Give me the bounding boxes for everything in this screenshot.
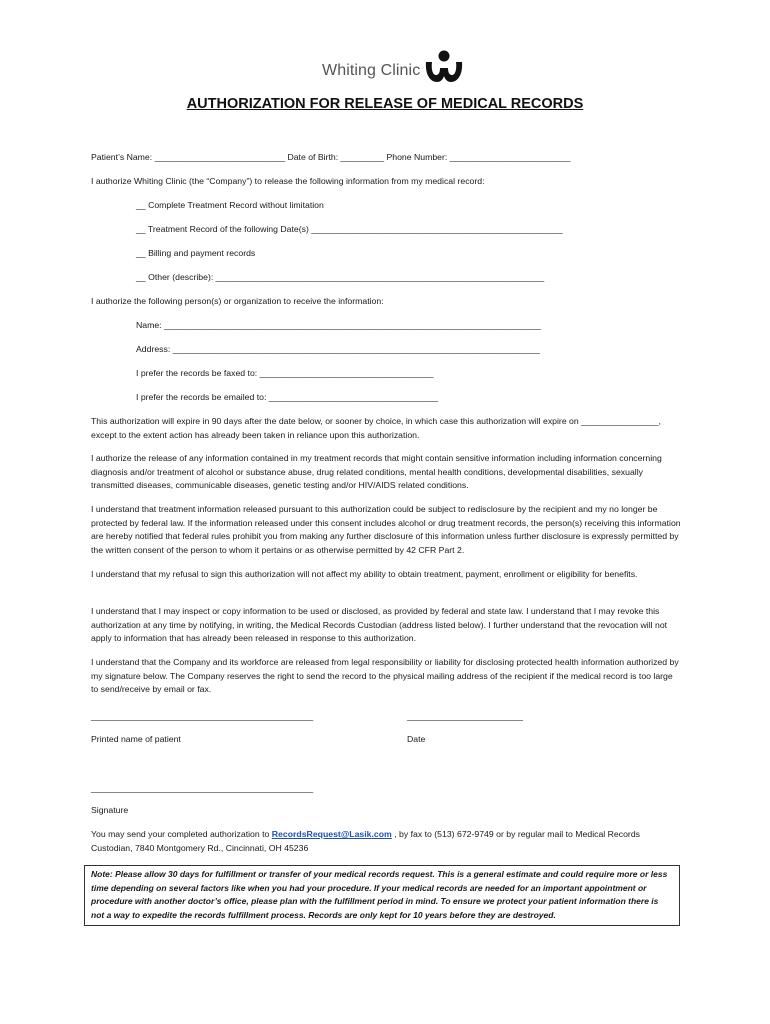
option-complete-record[interactable]: __ Complete Treatment Record without limitation <box>136 200 324 210</box>
printed-name-label: Printed name of patient <box>91 734 181 744</box>
fulfillment-note-box: Note: Please allow 30 days for fulfillment or transfer of your medical records request. This is a general estimate and could require more or less time depending on several factors like when you had your procedure. If your medical records are needed for an important appointment or procedure with another doctor’s office, please plan with the fulfillment period in mind. To ensure we protect your patient information there is not a way to expedite the records fulfillment process. Records are only kept for 10 years before they are destroyed. <box>84 865 680 926</box>
clinic-name: Whiting Clinic <box>322 62 421 79</box>
recipient-name-field[interactable]: Name: ______________________________________________________________________________ <box>136 320 541 330</box>
patient-info-line[interactable]: Patient’s Name: ___________________________ Date of Birth: _________ Phone Number: _________________________ <box>91 152 571 162</box>
contact-text-before: You may send your completed authorization to <box>91 829 272 839</box>
signature-label: Signature <box>91 805 129 815</box>
date-line[interactable]: ________________________ <box>407 711 523 721</box>
option-treatment-dates[interactable]: __ Treatment Record of the following Date(s) ____________________________________________________ <box>136 224 563 234</box>
records-email-link[interactable]: RecordsRequest@Lasik.com <box>271 829 392 839</box>
option-billing-records[interactable]: __ Billing and payment records <box>136 248 256 258</box>
recipient-address-field[interactable]: Address: ____________________________________________________________________________ <box>136 344 540 354</box>
date-label: Date <box>407 734 426 744</box>
expiry-paragraph: This authorization will expire in 90 days after the date below, or sooner by choice, in which case this authorization will expire on ________________, except to the extent action has already been taken in reliance upon this authorization. <box>91 416 661 440</box>
sensitive-info-paragraph: I authorize the release of any information contained in my treatment records that might contain sensitive information including information concerning diagnosis and/or treatment of alcohol or substance abuse, drug related conditions, mental health conditions, developmental disabilities, sexually transmitted diseases, communicable diseases, genetic testing and/or HIV/AIDS related conditions. <box>91 453 662 490</box>
liability-release-paragraph: I understand that the Company and its workforce are released from legal responsibility or liability for disclosing protected health information authorized by my signature below. The Company reserves the right to send the record to the physical mailing address of the recipient if the medical record is too large to send/receive by email or fax. <box>91 657 679 694</box>
contact-line-1 <box>91 828 640 842</box>
whiting-w-icon <box>423 50 465 84</box>
page-title: AUTHORIZATION FOR RELEASE OF MEDICAL RECORDS <box>186 96 584 112</box>
clinic-logo <box>322 48 465 84</box>
authorize-intro: I authorize Whiting Clinic (the “Company”) to release the following information from my medical record: <box>91 176 485 186</box>
redisclosure-paragraph: I understand that treatment information released pursuant to this authorization could be subject to redisclosure by the recipient and my no longer be protected by federal law. If the information released under this consent includes alcohol or drug treatment records, the person(s) receiving this information are hereby notified that federal rules prohibit you from making any further disclosure of this information unless further disclosure is expressly permitted by the written consent of the person to whom it pertains or as otherwise permitted by 42 CFR Part 2. <box>91 504 681 555</box>
option-other[interactable]: __ Other (describe): ____________________________________________________________________ <box>136 272 545 282</box>
signature-line[interactable]: ______________________________________________ <box>91 783 314 793</box>
contact-line-2: Custodian, 7840 Montgomery Rd., Cincinnati, OH 45236 <box>91 843 309 853</box>
printed-name-line[interactable]: ______________________________________________ <box>91 711 314 721</box>
inspect-revoke-paragraph: I understand that I may inspect or copy information to be used or disclosed, as provided by federal and state law. I understand that I may revoke this authorization at any time by notifying, in writing, the Medical Records Custodian (address listed below). I further understand that the revocation will not apply to information that has already been released in response to this authorization. <box>91 606 668 643</box>
email-field[interactable]: I prefer the records be emailed to: ___________________________________ <box>136 392 438 402</box>
recipient-intro: I authorize the following person(s) or organization to receive the information: <box>91 296 384 306</box>
contact-text-after: , by fax to (513) 672-9749 or by regular mail to Medical Records <box>391 829 640 839</box>
refusal-paragraph: I understand that my refusal to sign this authorization will not affect my ability to obtain treatment, payment, enrollment or eligibility for benefits. <box>91 569 638 579</box>
fax-field[interactable]: I prefer the records be faxed to: ____________________________________ <box>136 368 434 378</box>
